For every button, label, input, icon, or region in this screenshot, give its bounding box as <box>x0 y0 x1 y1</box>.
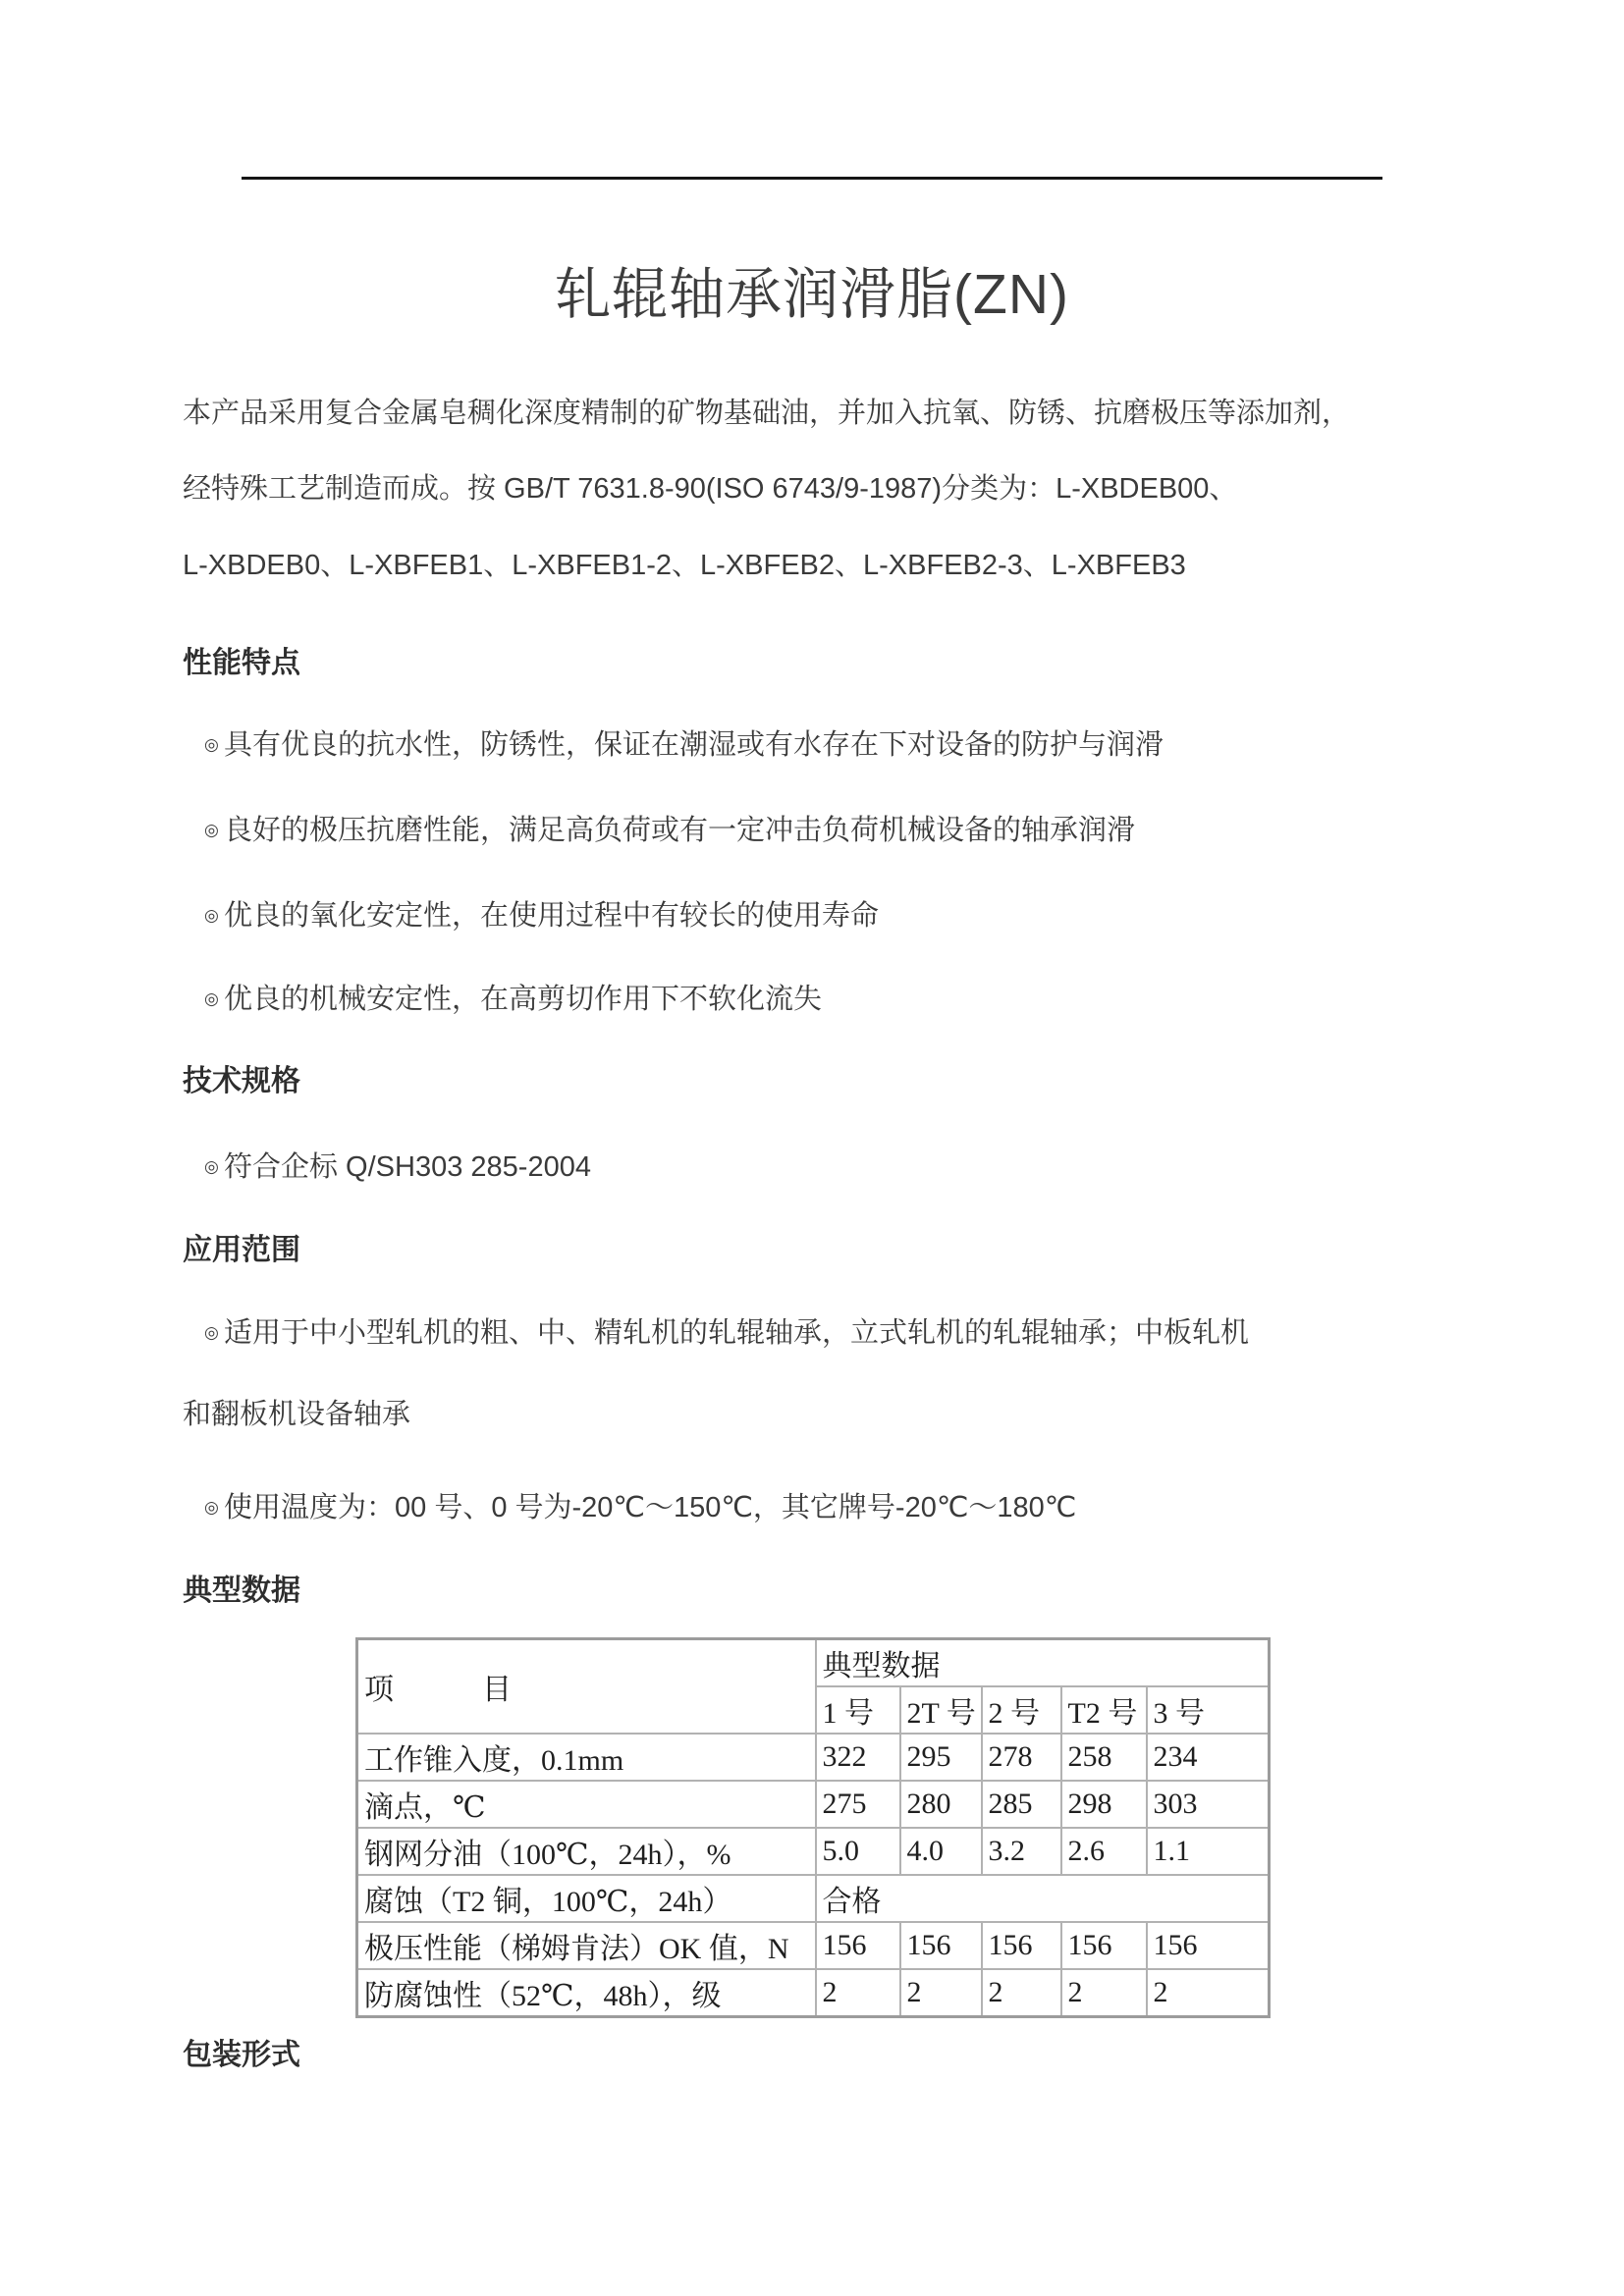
bullseye-bullet-icon: ◎ <box>204 989 219 1008</box>
row-label: 滴点，℃ <box>357 1781 816 1828</box>
list-item <box>204 898 879 934</box>
cell-value: 3.2 <box>982 1828 1061 1875</box>
intro-line-3: L-XBDEB0、L-XBFEB1、L-XBFEB1-2、L-XBFEB2、L-XBFEB2-3、L-XBFEB3 <box>183 550 1186 581</box>
application-item-text: 使用温度为：00 号、0 号为-20℃～150℃，其它牌号-20℃～180℃ <box>224 1492 1077 1523</box>
table-row <box>357 1828 1270 1875</box>
cell-value: 234 <box>1147 1734 1270 1781</box>
section-heading-typical-data: 典型数据 <box>183 1575 300 1607</box>
bullseye-bullet-icon: ◎ <box>204 735 219 754</box>
bullseye-bullet-icon: ◎ <box>204 1323 219 1342</box>
grade-header: 3 号 <box>1147 1686 1270 1734</box>
cell-value: 156 <box>900 1922 982 1969</box>
feature-item-text: 良好的极压抗磨性能，满足高负荷或有一定冲击负荷机械设备的轴承润滑 <box>224 815 1136 846</box>
cell-value: 258 <box>1061 1734 1147 1781</box>
table-row <box>357 1969 1270 2017</box>
application-item-text: 适用于中小型轧机的粗、中、精轧机的轧辊轴承，立式轧机的轧辊轴承；中板轧机 <box>224 1317 1250 1349</box>
cell-value: 275 <box>816 1781 900 1828</box>
table-row <box>357 1875 1270 1922</box>
list-item <box>204 727 1164 763</box>
list-item <box>204 813 1135 848</box>
cell-value: 2 <box>1147 1969 1270 2017</box>
cell-value: 2.6 <box>1061 1828 1147 1875</box>
cell-value-merged: 合格 <box>816 1875 1270 1922</box>
feature-item-text: 具有优良的抗水性，防锈性，保证在潮湿或有水存在下对设备的防护与润滑 <box>224 729 1164 761</box>
cell-value: 278 <box>982 1734 1061 1781</box>
list-item <box>204 982 822 1017</box>
typical-data-table <box>355 1637 1271 2018</box>
cell-value: 1.1 <box>1147 1828 1270 1875</box>
section-heading-applications: 应用范围 <box>183 1234 300 1266</box>
header-divider-line <box>242 177 1382 180</box>
spec-item-text: 符合企标 Q/SH303 285-2004 <box>224 1151 591 1183</box>
cell-value: 156 <box>1061 1922 1147 1969</box>
row-label: 工作锥入度，0.1mm <box>357 1734 816 1781</box>
table-row <box>357 1734 1270 1781</box>
list-item <box>204 1490 1076 1525</box>
table-header-row <box>357 1639 1270 1687</box>
bullseye-bullet-icon: ◎ <box>204 906 219 925</box>
cell-value: 295 <box>900 1734 982 1781</box>
cell-value: 2 <box>982 1969 1061 2017</box>
table-row <box>357 1922 1270 1969</box>
grade-header: 2T 号 <box>900 1686 982 1734</box>
intro-line-2: 经特殊工艺制造而成。按 GB/T 7631.8-90(ISO 6743/9-1987)分类为：L-XBDEB00、 <box>183 473 1238 505</box>
section-heading-specs: 技术规格 <box>183 1065 300 1097</box>
row-label: 极压性能（梯姆肯法）OK 值，N <box>357 1922 816 1969</box>
table-row <box>357 1781 1270 1828</box>
grade-header: 1 号 <box>816 1686 900 1734</box>
feature-item-text: 优良的机械安定性，在高剪切作用下不软化流失 <box>224 984 823 1015</box>
intro-line-1: 本产品采用复合金属皂稠化深度精制的矿物基础油，并加入抗氧、防锈、抗磨极压等添加剂， <box>183 398 1351 429</box>
cell-value: 2 <box>816 1969 900 2017</box>
cell-value: 303 <box>1147 1781 1270 1828</box>
page-title: 轧辊轴承润滑脂(ZN) <box>555 263 1069 326</box>
cell-value: 2 <box>900 1969 982 2017</box>
cell-value: 2 <box>1061 1969 1147 2017</box>
table-corner-header: 项 目 <box>357 1639 816 1735</box>
application-item-continuation: 和翻板机设备轴承 <box>183 1399 411 1430</box>
cell-value: 5.0 <box>816 1828 900 1875</box>
cell-value: 322 <box>816 1734 900 1781</box>
list-item <box>204 1315 1249 1351</box>
section-heading-packaging: 包装形式 <box>183 2039 300 2071</box>
bullseye-bullet-icon: ◎ <box>204 1498 219 1517</box>
section-heading-features: 性能特点 <box>183 647 300 679</box>
cell-value: 4.0 <box>900 1828 982 1875</box>
feature-item-text: 优良的氧化安定性，在使用过程中有较长的使用寿命 <box>224 900 880 932</box>
cell-value: 280 <box>900 1781 982 1828</box>
cell-value: 285 <box>982 1781 1061 1828</box>
table-group-header: 典型数据 <box>816 1639 1270 1687</box>
row-label: 腐蚀（T2 铜，100℃，24h） <box>357 1875 816 1922</box>
bullseye-bullet-icon: ◎ <box>204 1157 219 1176</box>
grade-header: 2 号 <box>982 1686 1061 1734</box>
cell-value: 298 <box>1061 1781 1147 1828</box>
row-label: 钢网分油（100℃，24h），% <box>357 1828 816 1875</box>
list-item <box>204 1149 591 1185</box>
cell-value: 156 <box>982 1922 1061 1969</box>
bullseye-bullet-icon: ◎ <box>204 821 219 839</box>
cell-value: 156 <box>1147 1922 1270 1969</box>
cell-value: 156 <box>816 1922 900 1969</box>
row-label: 防腐蚀性（52℃，48h），级 <box>357 1969 816 2017</box>
grade-header: T2 号 <box>1061 1686 1147 1734</box>
